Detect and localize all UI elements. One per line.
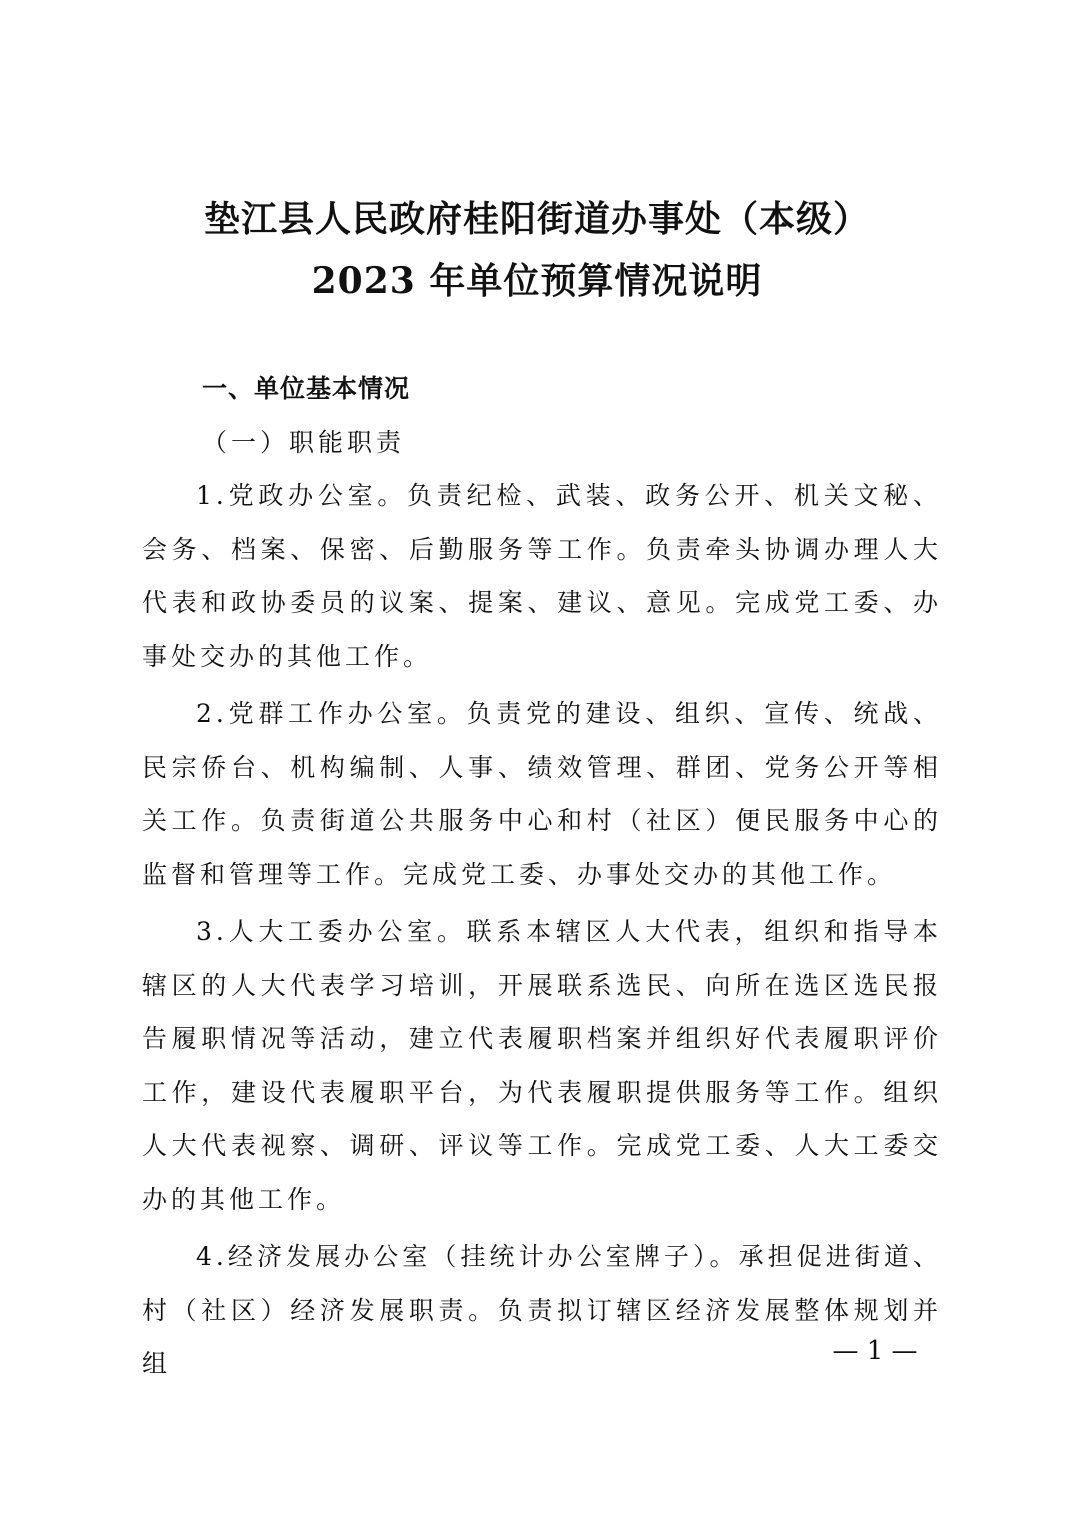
document-title bbox=[0, 188, 1074, 312]
paragraph-party-office: 1.党政办公室。负责纪检、武装、政务公开、机关文秘、会务、档案、保密、后勤服务等工作。负责牵头协调办理人大代表和政协委员的议案、提案、建议、意见。完成党工委、办事处交办的其他工作。 bbox=[142, 481, 942, 671]
subsection-heading-functions: （一）职能职责 bbox=[202, 427, 406, 457]
paragraph-party-mass-office: 2.党群工作办公室。负责党的建设、组织、宣传、统战、民宗侨台、机构编制、人事、绩效管理、群团、党务公开等相关工作。负责街道公共服务中心和村（社区）便民服务中心的监督和管理等工作。完成党工委、办事处交办的其他工作。 bbox=[142, 699, 942, 889]
page-number: — 1 — bbox=[832, 1336, 918, 1366]
paragraph-economic-office: 4.经济发展办公室（挂统计办公室牌子）。承担促进街道、村（社区）经济发展职责。负责拟订辖区经济发展整体规划并组 bbox=[142, 1242, 942, 1378]
paragraph-npc-office: 3.人大工委办公室。联系本辖区人大代表，组织和指导本辖区的人大代表学习培训，开展联系选民、向所在选区选民报告履职情况等活动，建立代表履职档案并组织好代表履职评价工作，建设代表履职平台，为代表履职提供服务等工作。组织人大代表视察、调研、评议等工作。完成党工委、人大工委交办的其他工作。 bbox=[142, 917, 942, 1214]
document-body bbox=[142, 362, 942, 1391]
title-line-1: 垫江县人民政府桂阳街道办事处（本级） bbox=[203, 198, 870, 240]
section-heading-basic-info: 一、单位基本情况 bbox=[202, 374, 411, 403]
title-line-2: 2023 年单位预算情况说明 bbox=[311, 260, 763, 302]
